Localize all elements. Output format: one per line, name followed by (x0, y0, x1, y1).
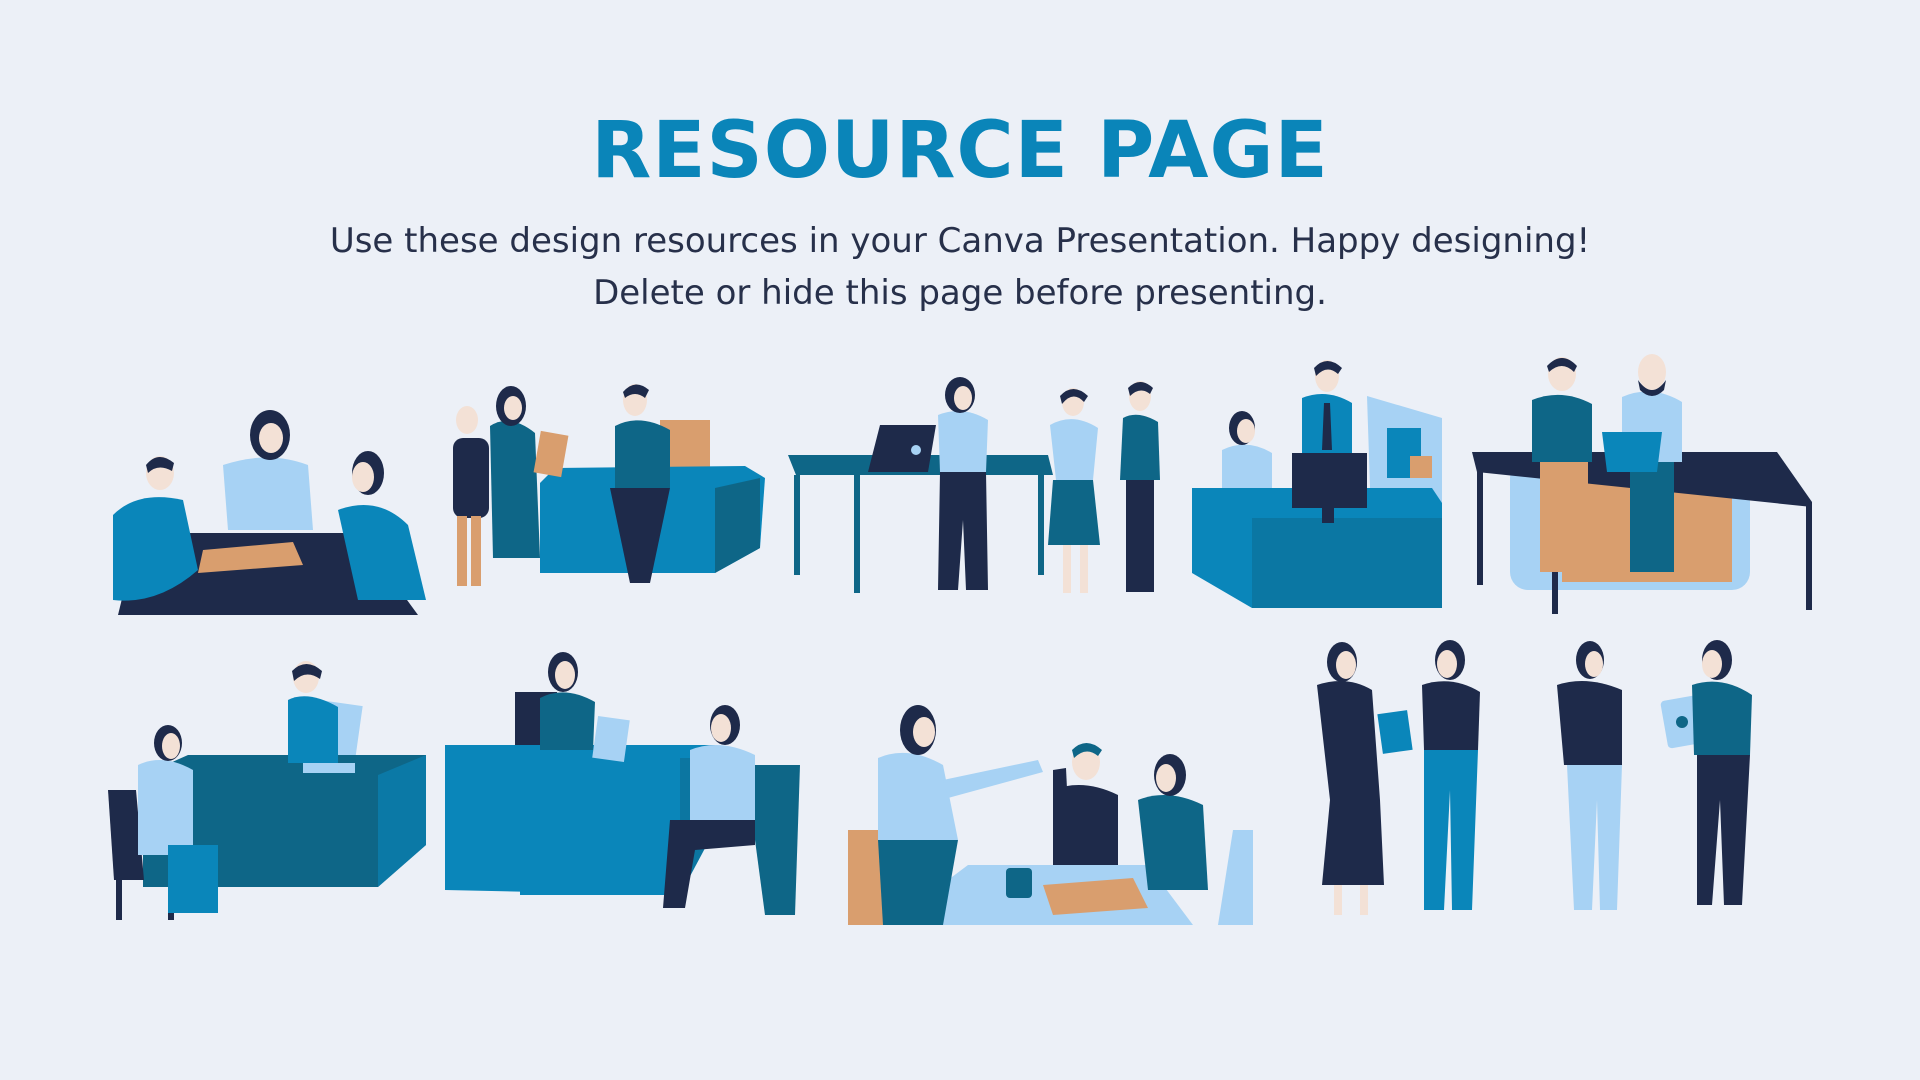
meeting-at-table-illustration (108, 405, 428, 620)
two-women-talking-illustration (1312, 640, 1497, 925)
high-five-at-table-illustration (848, 700, 1253, 925)
interview-at-desk-illustration (108, 665, 428, 920)
manager-with-visitor-illustration (445, 650, 805, 920)
call-center-desk-illustration (1192, 358, 1442, 608)
page-title: RESOURCE PAGE (591, 106, 1329, 196)
colleagues-by-laptop-table-illustration (788, 380, 1168, 605)
two-men-at-standing-desk-illustration (1472, 352, 1812, 614)
subtitle-line-2: Delete or hide this page before presenting. (593, 273, 1327, 313)
team-at-desk-illustration (445, 378, 765, 608)
subtitle-line-1: Use these design resources in your Canva Presentation. Happy designing! (329, 221, 1591, 261)
two-women-with-tablet-illustration (1552, 640, 1782, 925)
